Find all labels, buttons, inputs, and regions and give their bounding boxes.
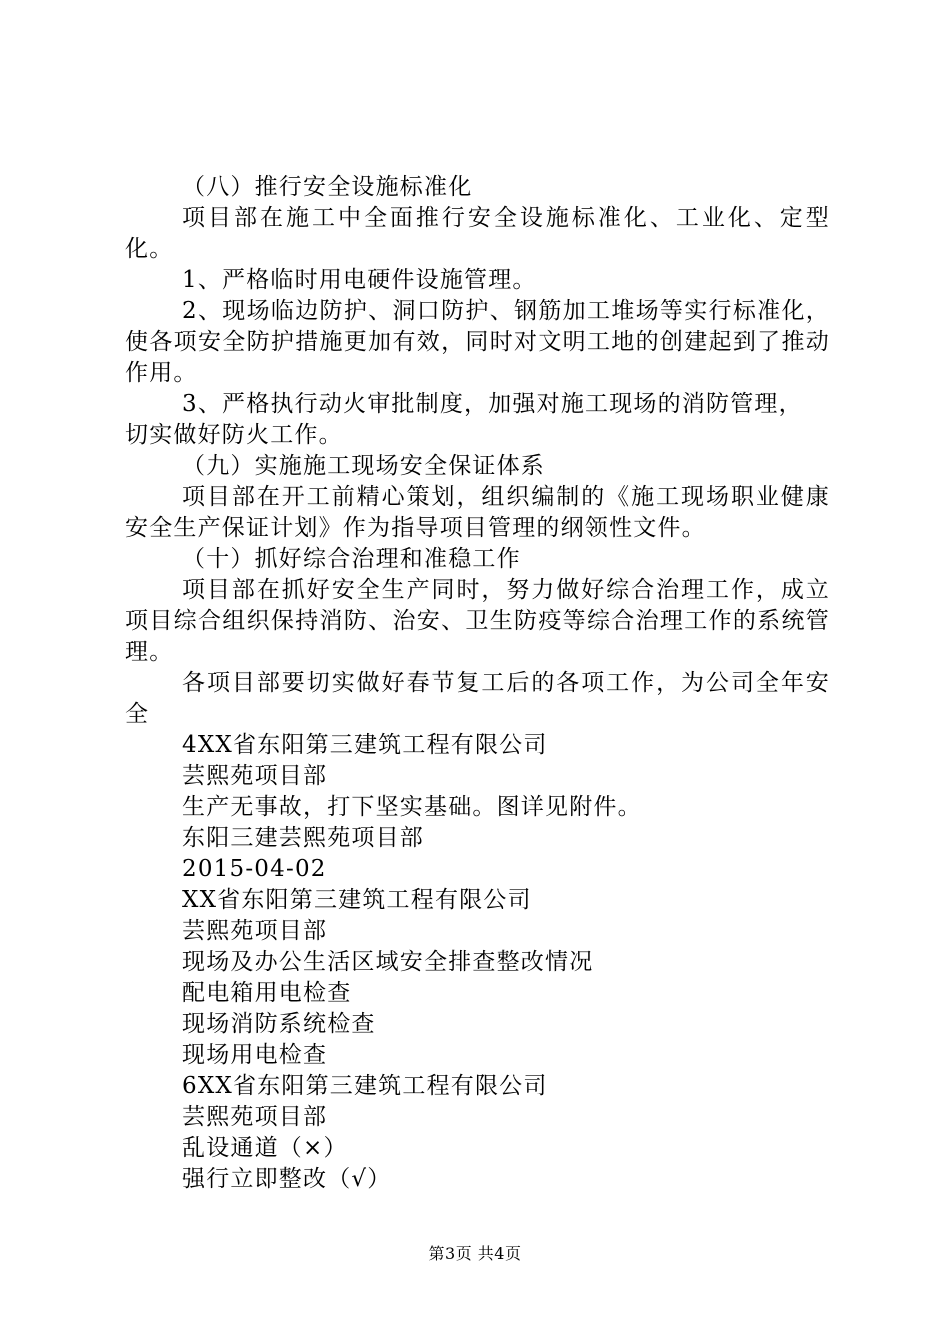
text-line: XX省东阳第三建筑工程有限公司	[182, 887, 532, 913]
paragraph: 2、现场临边防护、洞口防护、钢筋加工堆场等实行标准化，使各项安全防护措施更加有效，同时对文明工地的创建起到了推动作用。	[125, 298, 830, 386]
paragraph: 项目部在抓好安全生产同时，努力做好综合治理工作，成立项目综合组织保持消防、治安、卫生防疫等综合治理工作的系统管理。	[125, 577, 830, 665]
text-line: 4XX省东阳第三建筑工程有限公司	[182, 732, 548, 758]
section-heading: （九）实施施工现场安全保证体系	[182, 453, 545, 479]
text-line: 东阳三建芸熙苑项目部	[182, 825, 424, 851]
text-line: 切实做好防火工作。	[125, 422, 343, 448]
text-line: 配电箱用电检查	[182, 980, 352, 1006]
text-line: 现场用电检查	[182, 1042, 328, 1068]
text-line: 现场消防系统检查	[182, 1011, 376, 1037]
text-line: 6XX省东阳第三建筑工程有限公司	[182, 1073, 548, 1099]
text-line: 现场及办公生活区域安全排查整改情况	[182, 949, 594, 975]
section-heading: （十）抓好综合治理和准稳工作	[182, 546, 521, 572]
text-line: 芸熙苑项目部	[182, 918, 328, 944]
paragraph: 各项目部要切实做好春节复工后的各项工作，为公司全年安全	[125, 670, 830, 727]
text-line: 芸熙苑项目部	[182, 1104, 328, 1130]
text-line: 3、严格执行动火审批制度，加强对施工现场的消防管理，	[182, 391, 803, 417]
paragraph: 项目部在开工前精心策划，组织编制的《施工现场职业健康安全生产保证计划》作为指导项目管理的纲领性文件。	[125, 484, 830, 541]
page-footer: 第3页 共4页	[428, 1244, 522, 1263]
document-body	[125, 172, 830, 1195]
text-line: 强行立即整改（√）	[182, 1166, 392, 1192]
paragraph: 项目部在施工中全面推行安全设施标准化、工业化、定型化。	[125, 205, 830, 262]
text-line: 2015-04-02	[182, 856, 327, 882]
section-heading: （八）推行安全设施标准化	[182, 174, 473, 200]
text-line: 乱设通道（×）	[182, 1135, 348, 1161]
text-line: 1、严格临时用电硬件设施管理。	[182, 267, 537, 293]
text-line: 生产无事故，打下坚实基础。图详见附件。	[182, 794, 642, 820]
text-line: 芸熙苑项目部	[182, 763, 328, 789]
